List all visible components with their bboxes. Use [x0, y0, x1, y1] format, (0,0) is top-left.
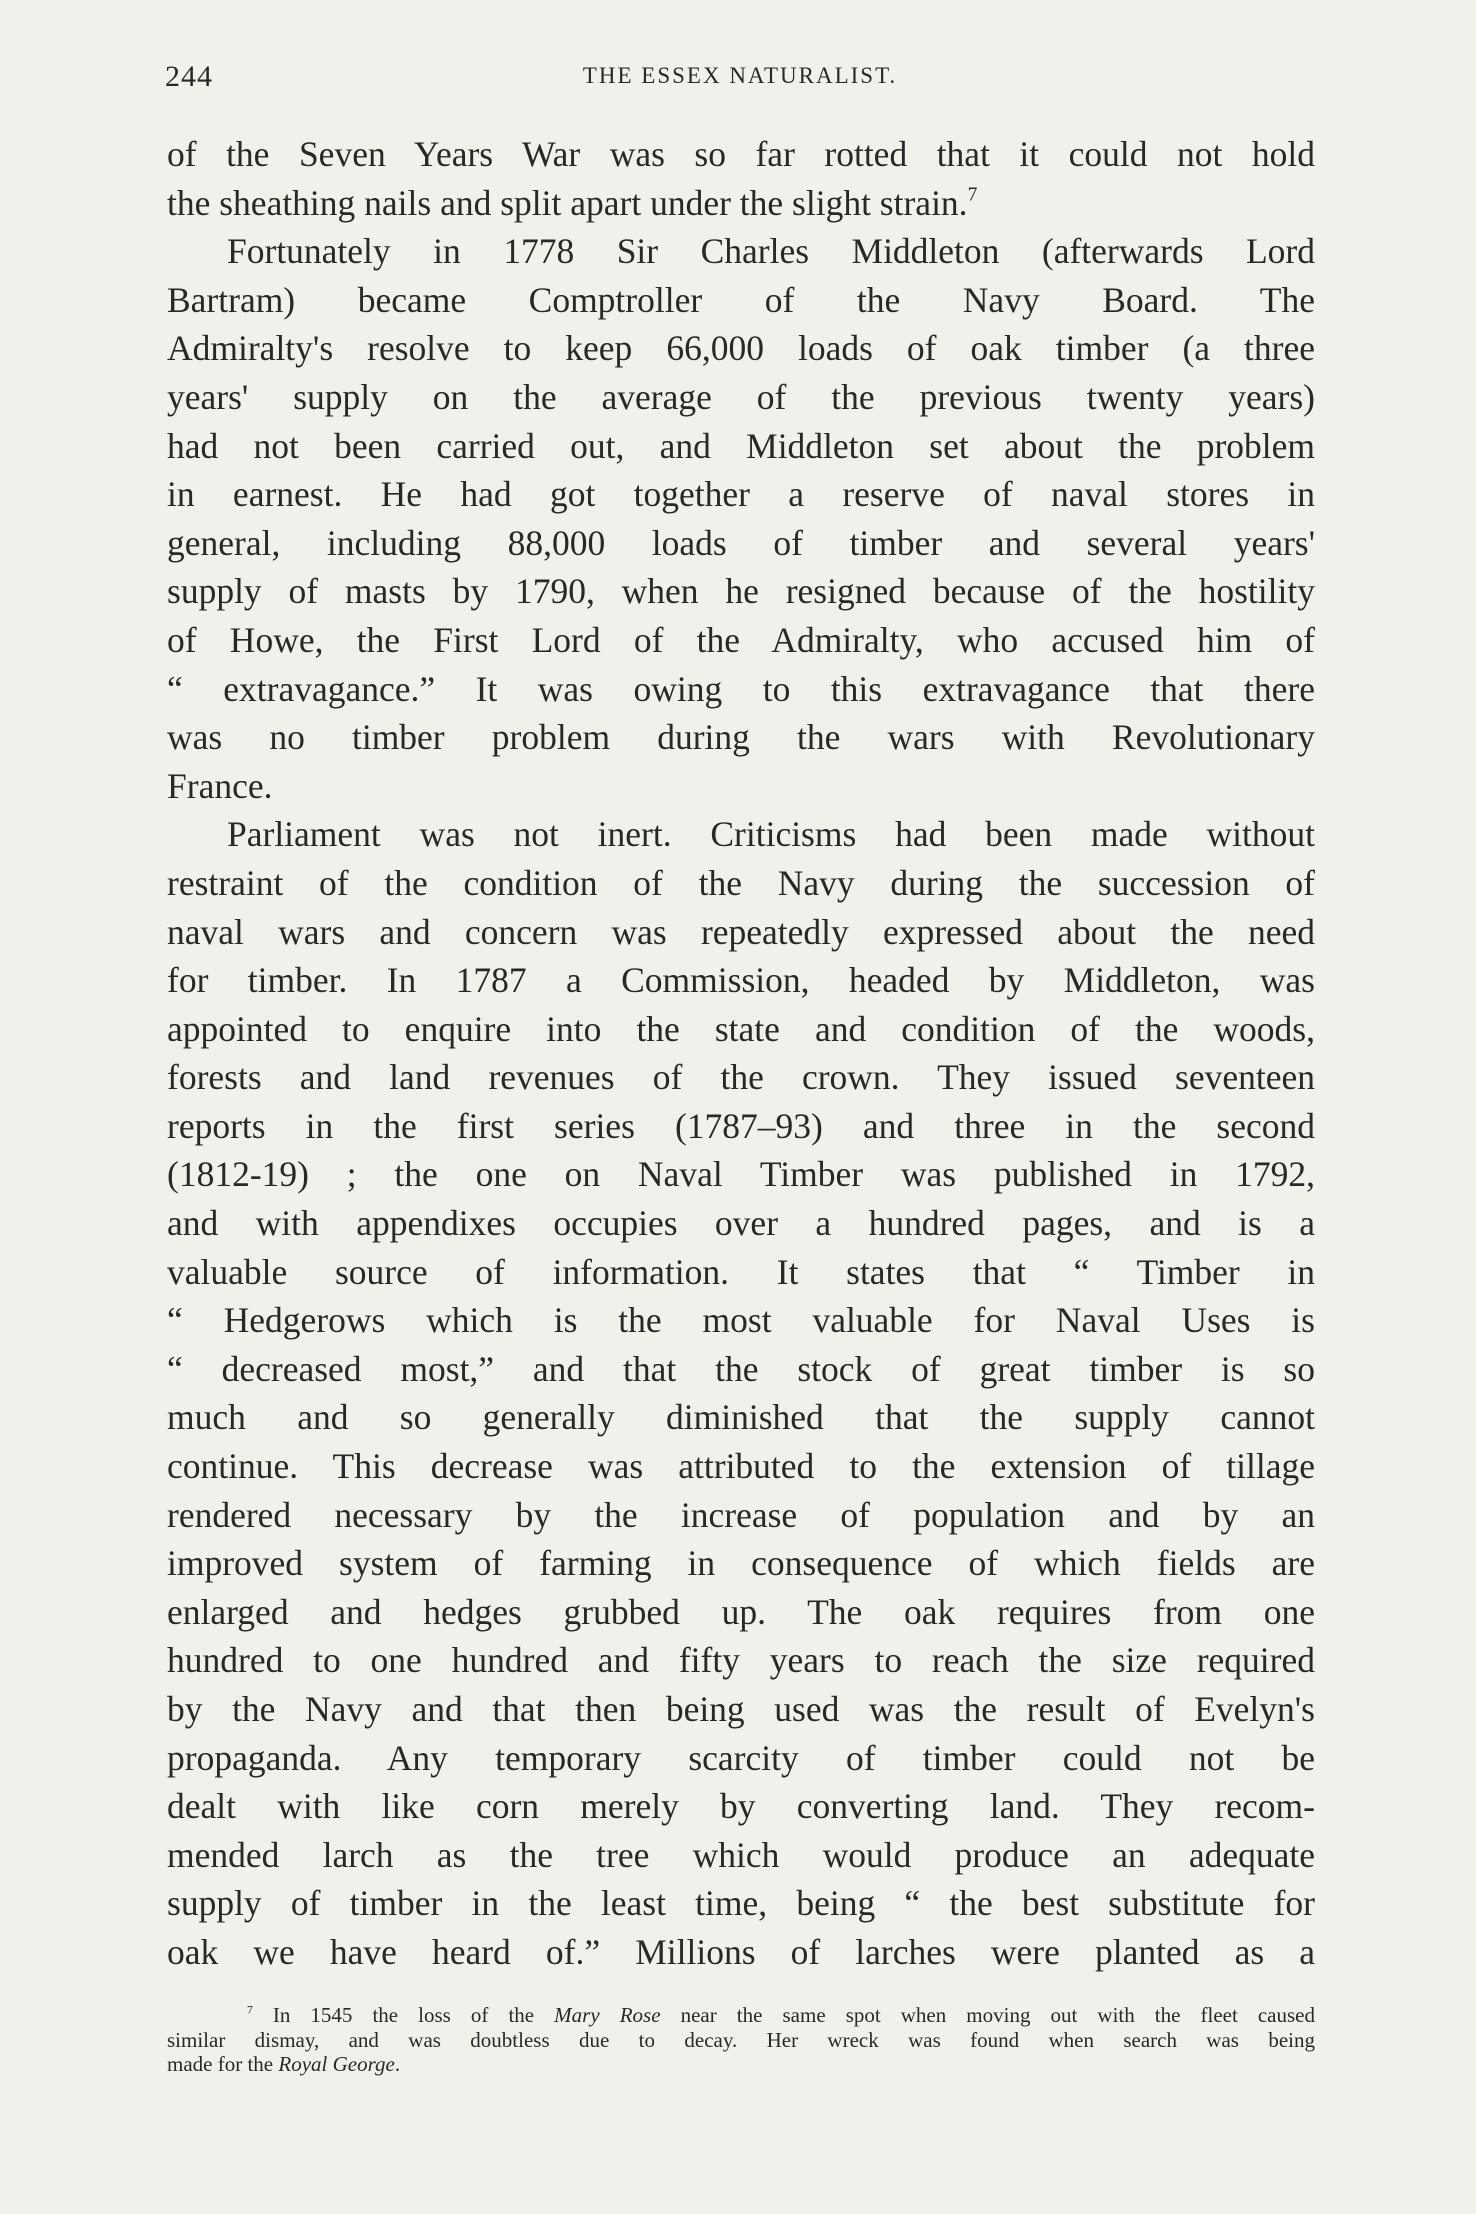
text-line: supply of timber in the least time, being “ the best substitute for: [167, 1883, 1315, 1924]
text-line: much and so generally diminished that the supply cannot: [167, 1397, 1315, 1438]
footnote-text: made for the: [167, 2052, 279, 2076]
text-line: improved system of farming in consequence of which fields are: [167, 1543, 1315, 1584]
text-line-content: the sheathing nails and split apart under the slight strain.: [167, 182, 968, 223]
text-line: France.: [167, 765, 273, 806]
footnote-line: [167, 2003, 1315, 2028]
text-line: “ Hedgerows which is the most valuable for Naval Uses is: [167, 1300, 1315, 1341]
text-line: for timber. In 1787 a Commission, headed by Middleton, was: [167, 960, 1315, 1001]
text-line: Fortunately in 1778 Sir Charles Middleton (afterwards Lord: [227, 231, 1315, 272]
text-line: valuable source of information. It states that “ Timber in: [167, 1251, 1315, 1292]
footnote-number: 7: [247, 2004, 253, 2017]
ship-name: Royal George: [278, 2052, 395, 2076]
text-line: “ extravagance.” It was owing to this extravagance that there: [167, 668, 1315, 709]
footnote: [167, 2003, 1315, 2077]
body-text: [167, 130, 1315, 1977]
text-line: in earnest. He had got together a reserve of naval stores in: [167, 474, 1315, 515]
text-line: [167, 179, 1315, 228]
text-line: had not been carried out, and Middleton set about the problem: [167, 425, 1315, 466]
text-line: supply of masts by 1790, when he resigned because of the hostility: [167, 571, 1315, 612]
text-line: continue. This decrease was attributed to the extension of tillage: [167, 1446, 1315, 1487]
footnote-text: near the same spot when moving out with the fleet caused: [660, 2003, 1316, 2027]
text-line: years' supply on the average of the previous twenty years): [167, 376, 1315, 417]
text-line: propaganda. Any temporary scarcity of timber could not be: [167, 1737, 1315, 1778]
text-line: appointed to enquire into the state and condition of the woods,: [167, 1008, 1315, 1049]
text-line: (1812-19) ; the one on Naval Timber was published in 1792,: [167, 1154, 1315, 1195]
footnote-reference: 7: [967, 183, 978, 205]
text-line: hundred to one hundred and fifty years to reach the size required: [167, 1640, 1315, 1681]
page-number: 244: [165, 60, 213, 93]
footnote-line: [167, 2052, 1315, 2077]
text-line: of Howe, the First Lord of the Admiralty, who accused him of: [167, 619, 1315, 660]
journal-title: THE ESSEX NATURALIST.: [582, 63, 898, 88]
text-line: Parliament was not inert. Criticisms had been made without: [227, 814, 1315, 855]
text-line: rendered necessary by the increase of population and by an: [167, 1494, 1315, 1535]
text-line: Bartram) became Comptroller of the Navy Board. The: [167, 279, 1315, 320]
text-line: oak we have heard of.” Millions of larches were planted as a: [167, 1931, 1315, 1972]
footnote-text: In 1545 the loss of the: [272, 2003, 555, 2027]
text-line: reports in the first series (1787–93) and three in the second: [167, 1105, 1315, 1146]
footnote-line: similar dismay, and was doubtless due to decay. Her wreck was found when search was being: [167, 2027, 1315, 2052]
text-line: by the Navy and that then being used was the result of Evelyn's: [167, 1689, 1315, 1729]
text-line: “ decreased most,” and that the stock of great timber is so: [167, 1348, 1315, 1389]
running-head: [165, 60, 1315, 100]
ship-name: Mary Rose: [554, 2003, 661, 2027]
text-line: and with appendixes occupies over a hundred pages, and is a: [167, 1203, 1315, 1244]
text-line: general, including 88,000 loads of timber and several years': [167, 522, 1315, 563]
footnote-text: .: [394, 2052, 401, 2076]
text-line: naval wars and concern was repeatedly expressed about the need: [167, 911, 1315, 952]
text-line: was no timber problem during the wars with Revolutionary: [167, 717, 1315, 758]
text-line: of the Seven Years War was so far rotted that it could not hold: [167, 134, 1315, 174]
text-line: dealt with like corn merely by converting land. They recom-: [167, 1786, 1315, 1827]
text-line: Admiralty's resolve to keep 66,000 loads of oak timber (a three: [167, 328, 1315, 369]
text-line: enlarged and hedges grubbed up. The oak requires from one: [167, 1591, 1315, 1632]
text-line: forests and land revenues of the crown. They issued seventeen: [167, 1057, 1315, 1098]
text-line: mended larch as the tree which would produce an adequate: [167, 1834, 1315, 1875]
text-line: restraint of the condition of the Navy during the succession of: [167, 862, 1315, 903]
